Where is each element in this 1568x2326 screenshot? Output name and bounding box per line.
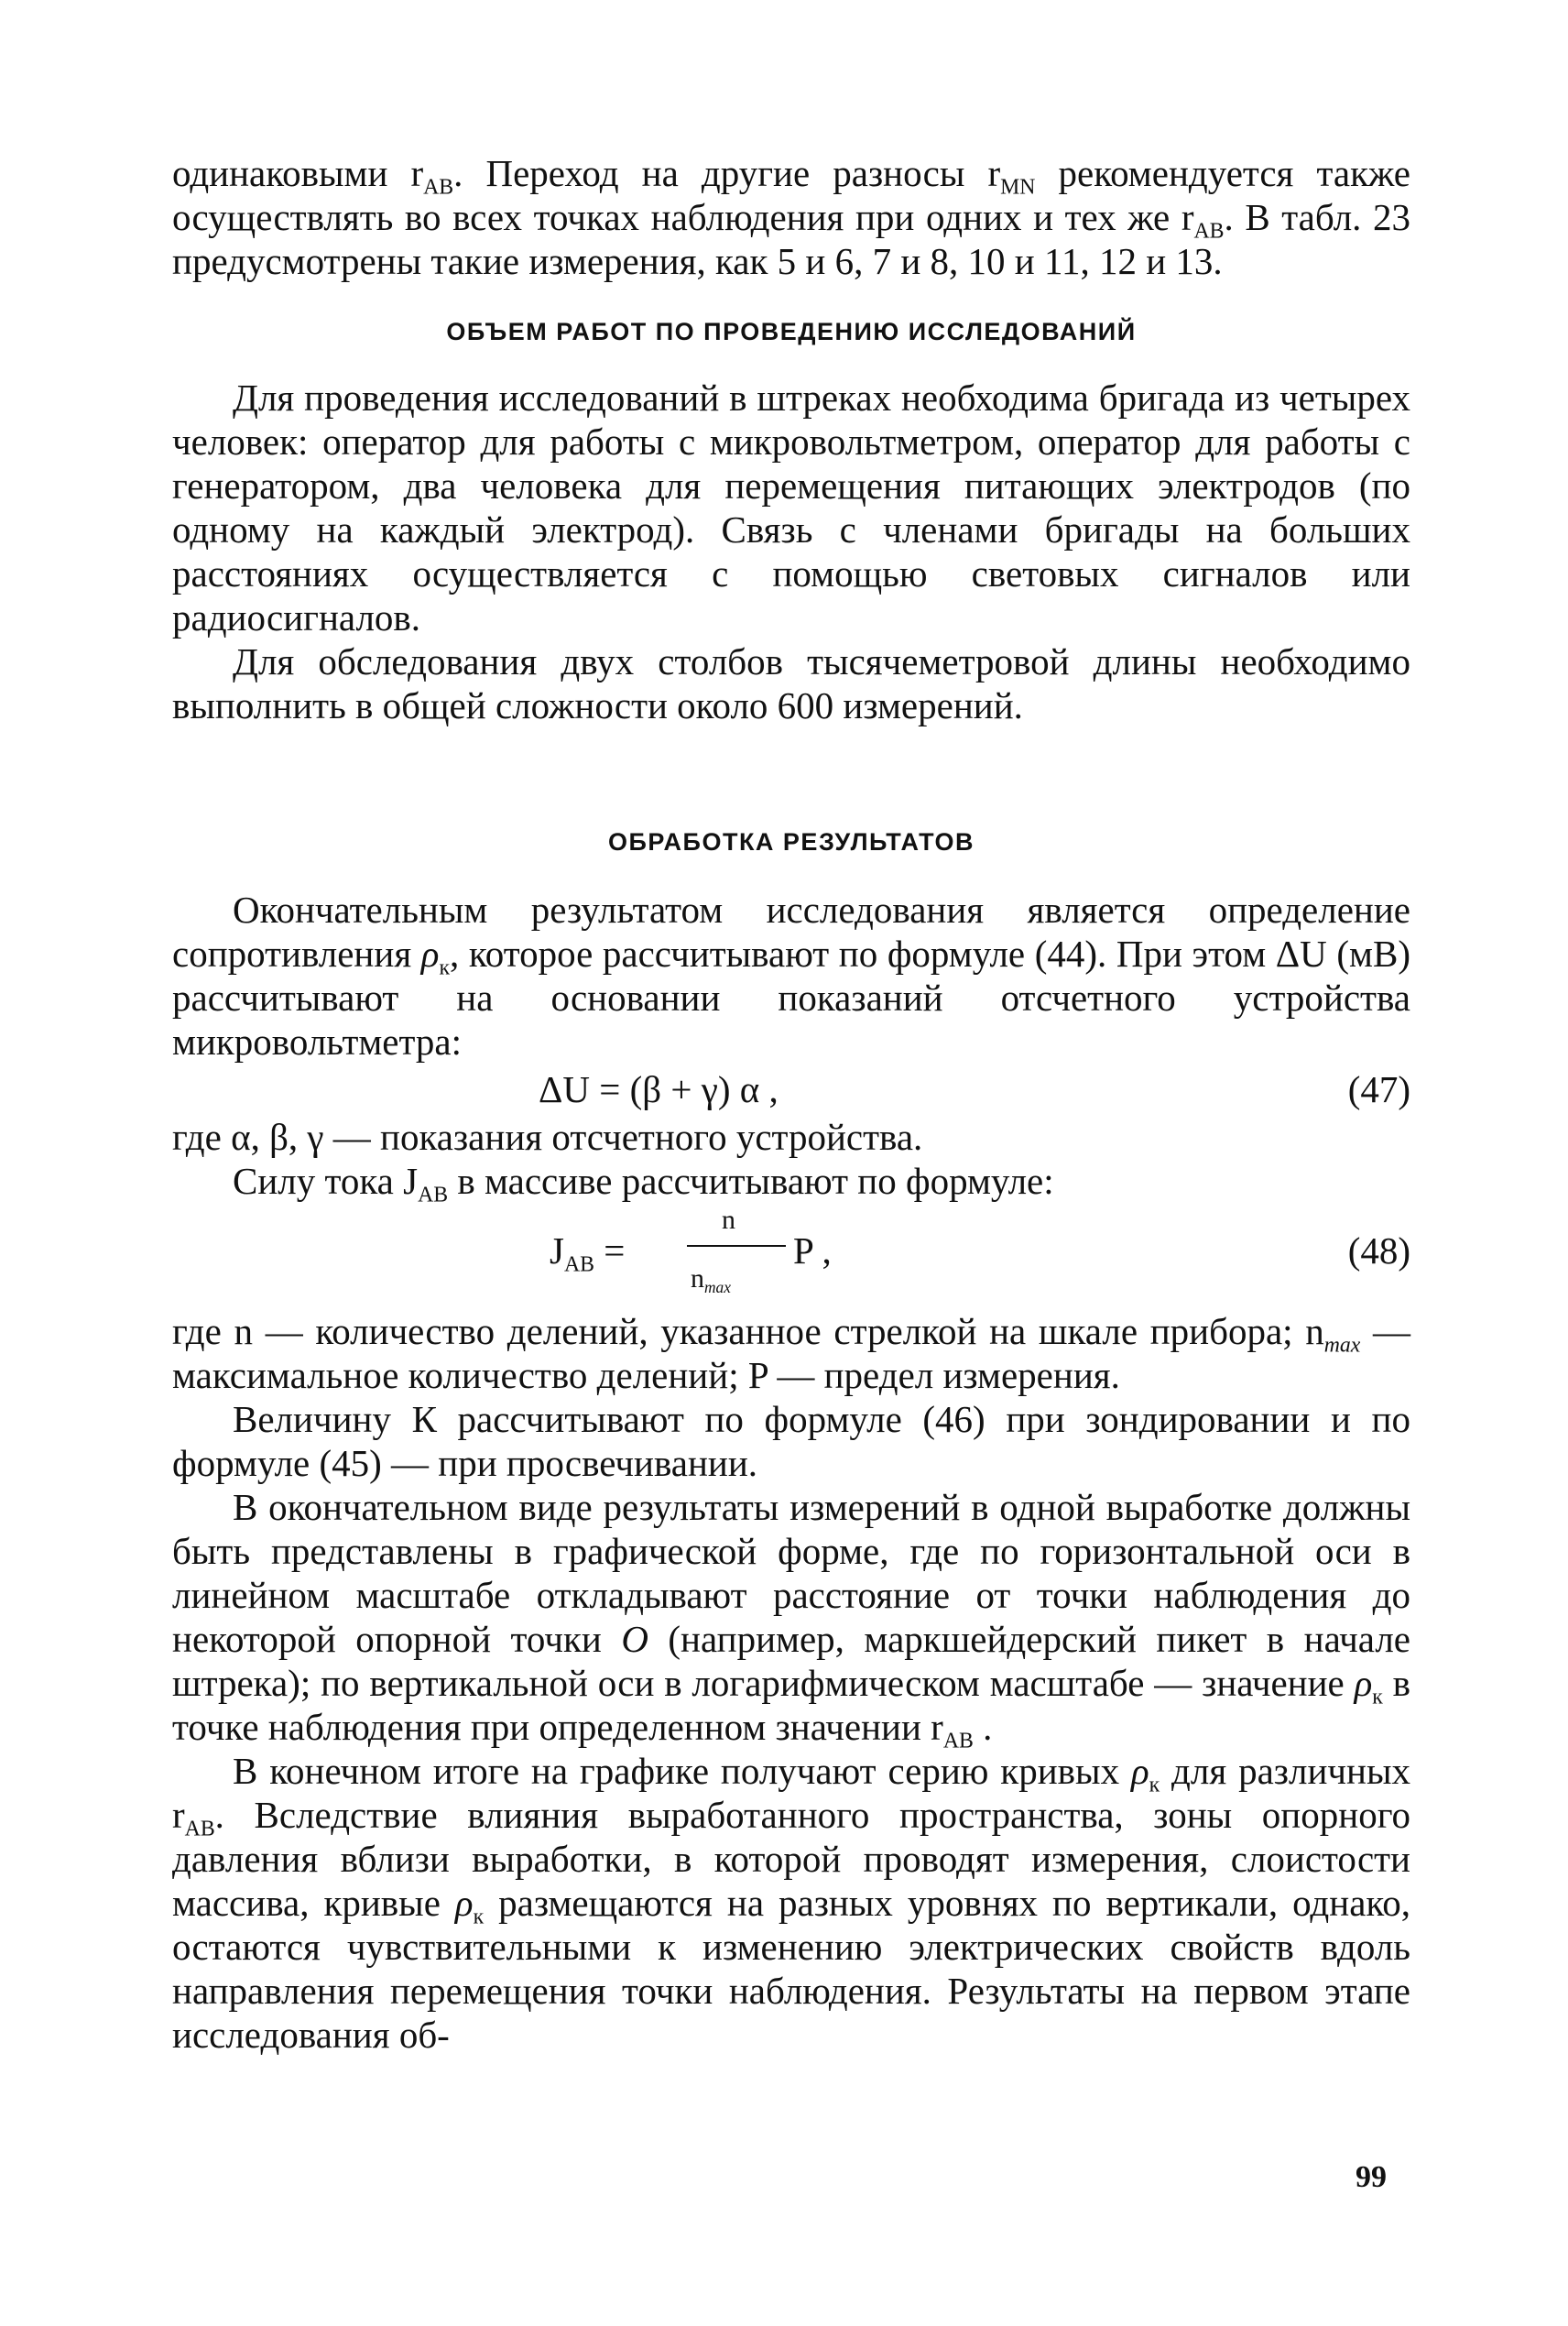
formula-48-explanation: где n — количество делений, указанное стрелкой на шкале прибора; $n_{max}$ — максимальное количество делений; P — предел измерения. [172,1310,1411,1396]
paragraph-curves: В конечном итоге на графике получают серию кривых $\rho_к$ для различных $r_{AB}$. Вследствие влияния выработанного пространства, зоны опорного давления вблизи выработки, в которой проводят измерения, слоистости массива, кривые $\rho_к$ размещаются на разных уровнях по вертикали, однако, остаются чувствительными к изменению электрических свойств вдоль направления перемещения точки наблюдения. Результаты на первом этапе исследования об- [172,1750,1410,2056]
formula-48-number: (48) [1347,1229,1410,1272]
page-content [172,151,1410,2057]
formula-48 [172,1205,1410,1309]
paragraph-team: Для проведения исследований в штреках необходима бригада из четырех человек: оператор для работы с микровольтметром, оператор для работы с генератором, два человека для перемещения питающих электродов (по одному на каждый электрод). Связь с членами бригады на больших расстояниях осуществляется с помощью световых сигналов или радиосигналов. [172,377,1410,639]
fraction-bar [687,1245,786,1247]
formula-48-lhs: $J_{AB}$ = [550,1229,626,1277]
paragraph-k-value: Величину К рассчитывают по формуле (46) при зондировании и по формуле (45) — при просвечивании. [172,1398,1410,1484]
formula-48-denominator: $n_{max}$ [691,1263,731,1297]
formula-48-numerator: n [722,1205,735,1235]
intro-paragraph: одинаковыми $r_{AB}$. Переход на другие разносы $r_{MN}$ рекомендуется также осуществлять во всех точках наблюдения при одних и тех же $r_{AB}$. В табл. 23 предусмотрены такие измерения, как 5 и 6, 7 и 8, 10 и 11, 12 и 13. [172,152,1410,282]
section-heading-work-volume: ОБЪЕМ РАБОТ ПО ПРОВЕДЕНИЮ ИССЛЕДОВАНИЙ [446,318,1137,345]
formula-47 [172,1064,1410,1115]
paragraph-graphical-form: В окончательном виде результаты измерений в одной выработке должны быть представлены в графической форме, где по горизонтальной оси в линейном масштабе откладывают расстояние от точки наблюдения до некоторой опорной точки O (например, маркшейдерский пикет в начале штрека); по вертикальной оси в логарифмическом масштабе — значение $\rho_к$ в точке наблюдения при определенном значении $r_{AB}$ . [172,1486,1411,1753]
formula-47-explanation: где α, β, γ — показания отсчетного устройства. [172,1116,923,1158]
formula-47-number: (47) [1347,1068,1410,1110]
paragraph-resistance: Окончательным результатом исследования является определение сопротивления $\rho_к$, которое рассчитывают по формуле (44). При этом ΔU (мВ) рассчитывают на основании показаний отсчетного устройства микровольтметра: [172,889,1410,1063]
paragraph-measurements: Для обследования двух столбов тысячеметровой длины необходимо выполнить в общей сложности около 600 измерений. [172,640,1410,726]
formula-47-expression: ΔU = (β + γ) α , [539,1068,779,1110]
page-number: 99 [1356,2160,1387,2194]
section-heading-processing: ОБРАБОТКА РЕЗУЛЬТАТОВ [608,828,975,856]
formula-48-rest: P , [793,1229,832,1272]
paragraph-current: Силу тока $J_{AB}$ в массиве рассчитывают по формуле: [233,1160,1054,1207]
